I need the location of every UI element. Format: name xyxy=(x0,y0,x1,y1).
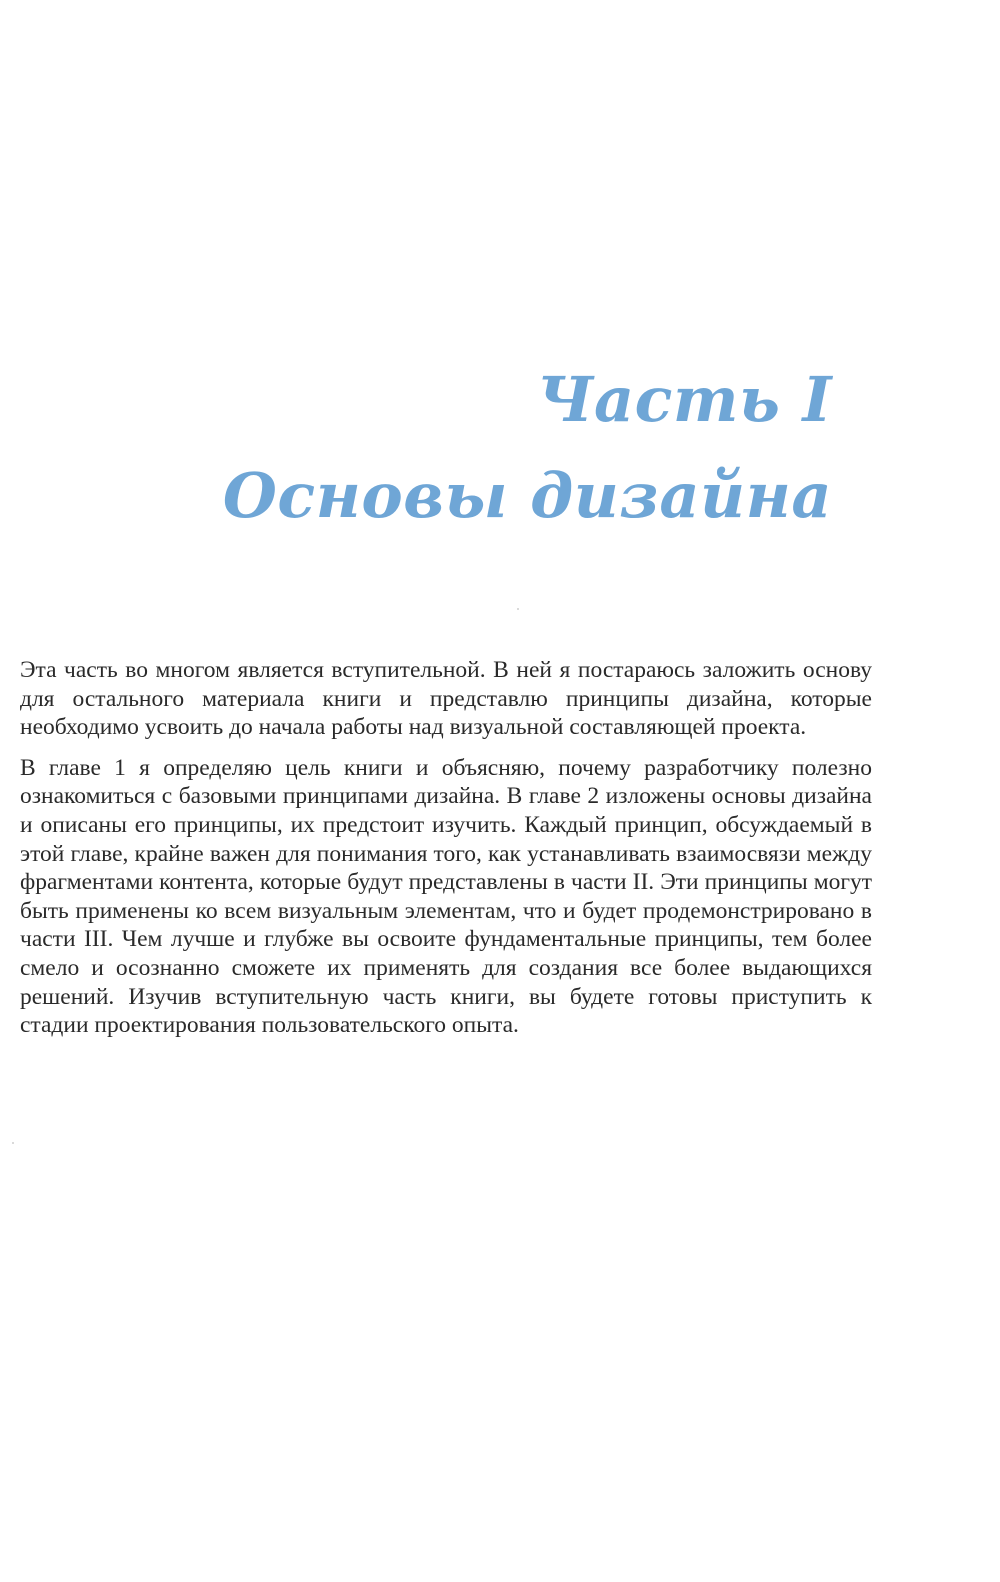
part-number: Часть I xyxy=(536,363,832,436)
scan-speck xyxy=(12,1142,14,1144)
part-introduction xyxy=(20,656,872,1040)
intro-paragraph: Эта часть во многом является вступительной. В ней я постараюсь заложить основу для остального материала книги и представлю принципы дизайна, которые необходимо усвоить до начала работы над визуальной составляющей проекта. xyxy=(20,657,872,741)
chapters-overview-paragraph: В главе 1 я определяю цель книги и объясняю, почему разработчику полезно ознакомиться с базовыми принципами дизайна. В главе 2 изложены основы дизайна и описаны его принципы, их предстоит изучить. Каждый принцип, обсуждаемый в этой главе, крайне важен для понимания того, как устанавливать взаимосвязи между фрагментами контента, которые будут представлены в части II. Эти принципы могут быть применены ко всем визуальным элементам, что и будет продемонстрировано в части III. Чем лучше и глубже вы освоите фундаментальные принципы, тем более смело и осознанно сможете их применять для создания все более выдающихся решений. Изучив вступительную часть книги, вы будете готовы приступить к стадии проектирования пользовательского опыта. xyxy=(20,754,872,1039)
part-heading xyxy=(223,352,832,544)
scan-speck xyxy=(517,608,519,610)
part-title: Основы дизайна xyxy=(222,459,832,532)
